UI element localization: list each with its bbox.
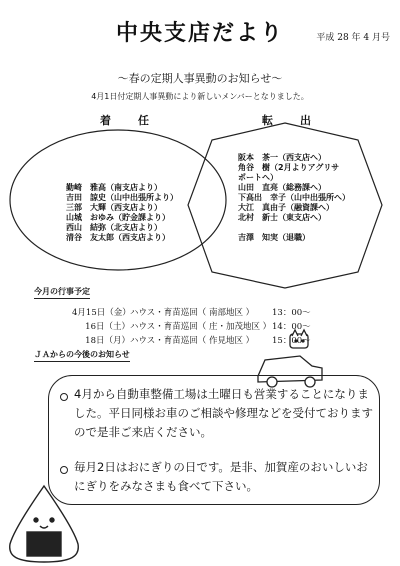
schedule-time: 13：00～ (272, 308, 311, 318)
incoming-member: 三部 大輝（西支店より） (66, 203, 162, 212)
bullet-icon (60, 393, 68, 401)
schedule-place: ハウス・育苗巡回（ 南部地区 ） (130, 308, 255, 318)
schedule-time: 14：00～ (272, 322, 311, 332)
incoming-member: 吉田 諒史（山中出張所より） (66, 193, 178, 202)
incoming-list (66, 183, 178, 243)
outgoing-member: 吉澤 知実（退職） (238, 233, 310, 242)
incoming-heading: 着 任 (100, 114, 157, 127)
schedule-date: 4月15日（金） (72, 308, 131, 318)
schedule-row (72, 320, 311, 332)
outgoing-member: 下高出 幸子（山中出張所へ） (238, 193, 350, 202)
list-spacer (238, 223, 350, 233)
outgoing-member: 北村 新士（東支店へ） (238, 213, 326, 222)
notice-item: 4月から自動車整備工場は土曜日も営業することになりました。平日同様お車のご相談や修理などを受付ておりますので是非ご来店ください。 (74, 387, 373, 439)
schedule-heading: 今月の行事予定 (34, 286, 90, 299)
incoming-member: 西山 結弥（北支店より） (66, 223, 162, 232)
outgoing-heading: 転 出 (262, 114, 319, 127)
outgoing-member: 山田 直亮（総務課へ） (238, 183, 326, 192)
schedule-place: ハウス・育苗巡回（ 庄・加茂地区 ） (130, 322, 272, 332)
announcement-subtitle: ～春の定期人事異動のお知らせ～ (117, 72, 283, 85)
schedule-row (72, 306, 311, 318)
outgoing-list (238, 153, 350, 243)
newsletter-title: 中央支店だより (115, 21, 284, 46)
schedule-date: 18日（月） (85, 336, 130, 346)
issue-date: 平成 28 年 4 月号 (316, 33, 390, 43)
incoming-member: 清谷 友太郎（西支店より） (66, 233, 170, 242)
schedule-row (72, 334, 311, 346)
outgoing-member: ポートへ） (238, 173, 278, 182)
outgoing-member: 大江 真由子（融資課へ） (238, 203, 334, 212)
announcement-intro: 4月1日付定期人事異動により新しいメンバーとなりました。 (91, 92, 309, 101)
outgoing-member: 角谷 樹（2月よりアグリサ (238, 163, 340, 172)
notice-item: 毎月2日はおにぎりの日です。是非、加賀産のおいしいおにぎりをみなさまも食べて下さい。 (74, 460, 368, 493)
bullet-icon (60, 466, 68, 474)
incoming-member: 勤崎 雅高（南支店より） (66, 183, 162, 192)
incoming-member: 山城 おゆみ（貯金課より） (66, 213, 170, 222)
schedule-date: 16日（土） (85, 322, 130, 332)
outgoing-member: 阪本 茶一（西支店へ） (238, 153, 326, 162)
schedule-time: 15：00～ (272, 336, 311, 346)
ja-notice-heading: ＪＡからの今後のお知らせ (34, 349, 130, 362)
schedule-place: ハウス・育苗巡回（ 作見地区 ） (130, 336, 255, 346)
